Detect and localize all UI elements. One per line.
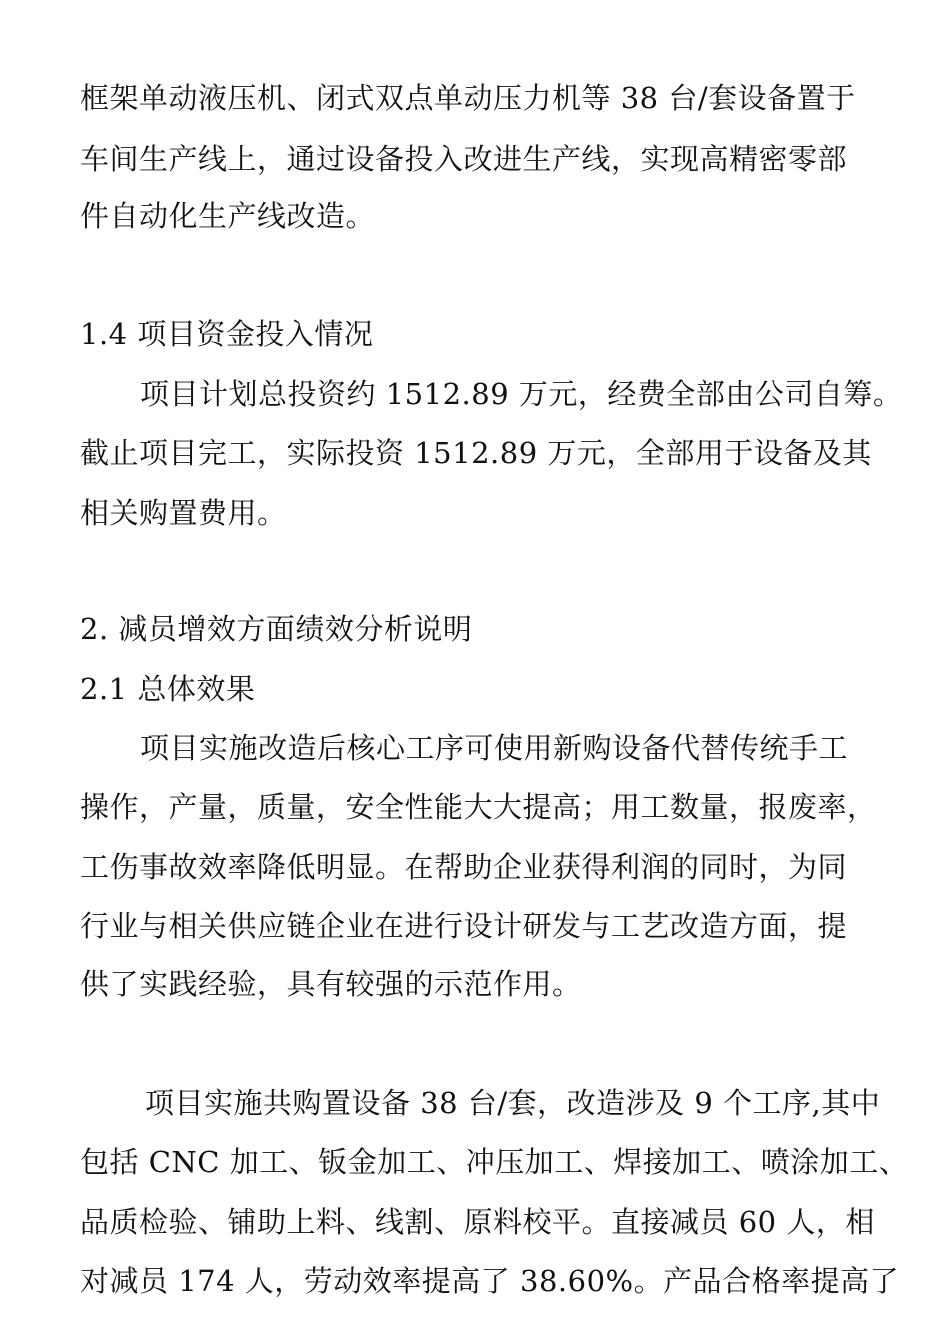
- paragraph-funding-line-1: 项目计划总投资约 1512.89 万元，经费全部由公司自筹。: [140, 377, 903, 411]
- paragraph-equipment-line-3: 品质检验、铺助上料、线割、原料校平。直接减员 60 人，相: [80, 1205, 875, 1239]
- paragraph-equipment-line-2: 包括 CNC 加工、钣金加工、冲压加工、焊接加工、喷涂加工、: [80, 1145, 909, 1179]
- paragraph-effect-line-4: 行业与相关供应链企业在进行设计研发与工艺改造方面，提: [80, 909, 848, 943]
- paragraph-funding-line-3: 相关购置费用。: [80, 496, 287, 530]
- paragraph-effect-line-1: 项目实施改造后核心工序可使用新购设备代替传统手工: [140, 731, 849, 765]
- paragraph-equipment-line-1: 项目实施共购置设备 38 台/套，改造涉及 9 个工序,其中: [145, 1086, 881, 1120]
- paragraph-equipment-line-4: 对减员 174 人，劳动效率提高了 38.60%。产品合格率提高了: [80, 1264, 900, 1298]
- paragraph-intro-line-3: 件自动化生产线改造。: [80, 199, 376, 233]
- paragraph-effect-line-3: 工伤事故效率降低明显。在帮助企业获得利润的同时，为同: [80, 850, 848, 884]
- section-heading-2-1: 2.1 总体效果: [80, 672, 256, 706]
- section-heading-2: 2. 减员增效方面绩效分析说明: [80, 612, 473, 646]
- paragraph-intro-line-1: 框架单动液压机、闭式双点单动压力机等 38 台/套设备置于: [80, 81, 856, 115]
- paragraph-effect-line-5: 供了实践经验，具有较强的示范作用。: [80, 967, 582, 1001]
- paragraph-effect-line-2: 操作，产量，质量，安全性能大大提高；用工数量，报废率，: [80, 790, 877, 824]
- paragraph-funding-line-2: 截止项目完工，实际投资 1512.89 万元，全部用于设备及其: [80, 436, 872, 470]
- section-heading-1-4: 1.4 项目资金投入情况: [80, 317, 374, 351]
- paragraph-intro-line-2: 车间生产线上，通过设备投入改进生产线，实现高精密零部: [80, 142, 848, 176]
